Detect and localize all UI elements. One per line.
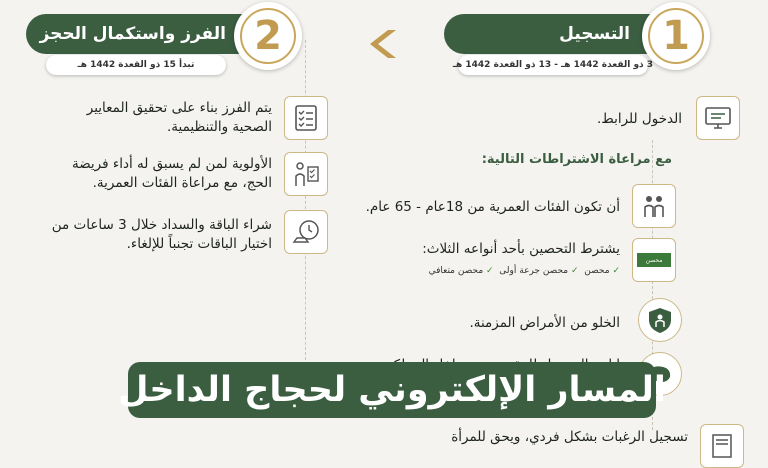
vaccine-options (429, 266, 620, 276)
vaccine-option-3: محصن متعافي (428, 266, 484, 276)
step2-item-1-line2: الصحية والتنظيمية. (167, 119, 272, 135)
step1-dates: 3 ذو القعدة 1442 هـ - 13 ذو القعدة 1442 هـ (458, 55, 648, 75)
step2-number-badge (234, 2, 302, 70)
step2-item-3-line1: شراء الباقة والسداد خلال 3 ساعات من (51, 217, 272, 233)
step1-item-1: الدخول للرابط. (596, 111, 682, 127)
shield-person-icon (638, 298, 682, 342)
left-column-divider (305, 40, 306, 360)
conditions-heading: مع مراعاة الاشتراطات التالية: (481, 152, 672, 167)
step2-item-3 (22, 216, 272, 254)
form-icon (700, 424, 744, 468)
monitor-icon (696, 96, 740, 140)
banner-text: المسار الإلكتروني لحجاج الداخل (118, 370, 666, 410)
step2-number: 2 (240, 8, 296, 64)
step1-number-badge (642, 2, 710, 70)
step2-title: الفرز واستكمال الحجز (39, 24, 226, 44)
check-icon: ✓ (571, 266, 579, 276)
step2-dates: تبدأ 15 ذو القعدة 1442 هـ (46, 55, 226, 75)
people-icon (632, 184, 676, 228)
vaccine-option-1: محصن (584, 266, 610, 276)
checklist-icon (284, 96, 328, 140)
person-checklist-icon (284, 152, 328, 196)
check-icon: ✓ (486, 266, 494, 276)
tawakkalna-label: محصن (637, 253, 671, 267)
check-icon: ✓ (612, 266, 620, 276)
vaccine-option-2: محصن جرعة أولى (499, 266, 569, 276)
tawakkalna-card-icon (632, 238, 676, 282)
step2-item-1-line1: يتم الفرز بناء على تحقيق المعايير (86, 100, 272, 116)
step1-item-4: الخلو من الأمراض المزمنة. (469, 315, 620, 331)
step2-item-3-line2: اختيار الباقات تجنباً للإلغاء. (126, 236, 272, 252)
step1-number: 1 (648, 8, 704, 64)
step2-item-2-line2: الحج، مع مراعاة الفئات العمرية. (92, 175, 272, 191)
title-banner (118, 362, 666, 418)
step1-item-3: يشترط التحصين بأحد أنواعه الثلاث: (422, 241, 620, 257)
step2-item-2 (32, 155, 272, 193)
timer-payment-icon (284, 210, 328, 254)
step1-item-2: أن تكون الفئات العمرية من 18عام - 65 عام. (365, 199, 620, 215)
step2-item-1 (32, 99, 272, 137)
chevron-left-icon (366, 26, 402, 62)
step2-item-2-line1: الأولوية لمن لم يسبق له أداء فريضة (71, 156, 272, 172)
step1-title: التسجيل (559, 24, 630, 44)
step1-item-6: تسجيل الرغبات بشكل فردي، ويحق للمرأة (451, 429, 688, 445)
